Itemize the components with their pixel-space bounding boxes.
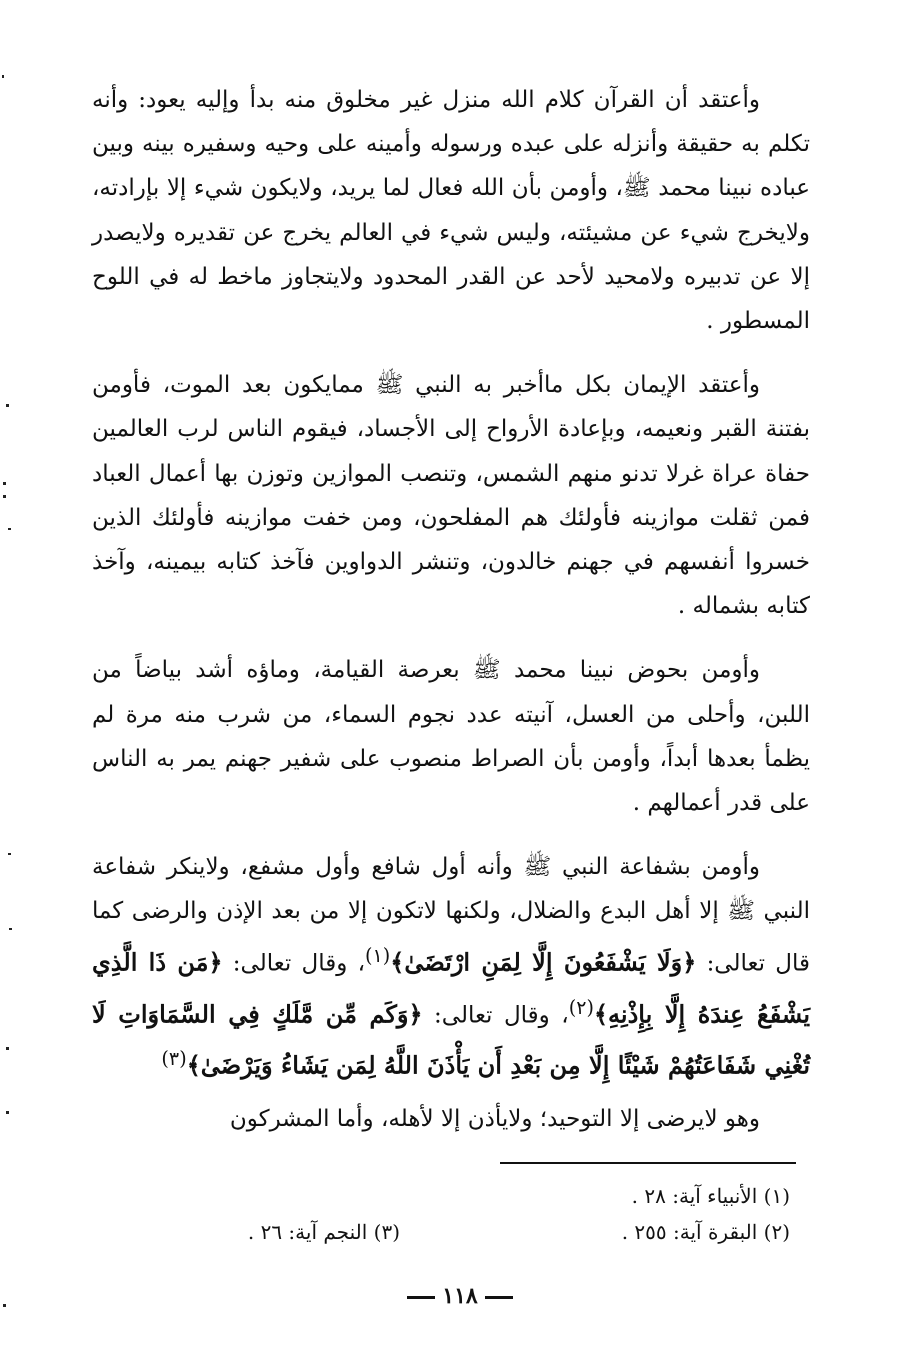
scan-speck	[8, 853, 11, 855]
footnote-row-1	[100, 1178, 790, 1214]
scan-speck	[9, 928, 12, 930]
footnote-ref-3: (٣)	[161, 1047, 187, 1071]
joiner-2: ، وقال تعالى:	[434, 1002, 569, 1029]
main-text	[92, 78, 810, 1141]
footnote-row-2	[100, 1214, 790, 1250]
footnote-spacer	[100, 1178, 400, 1214]
quran-verse-3: ﴿وَكَم مِّن مَّلَكٍ فِي السَّمَاوَاتِ لَا تُغْنِي شَفَاعَتُهُمْ شَيْئًا إِلَّا مِن بَعْدِ أَن يَأْذَنَ اللَّهُ لِمَن يَشَاءُ وَيَرْضَىٰ﴾	[92, 999, 810, 1081]
footnote-ref-2: (٢)	[568, 995, 594, 1019]
page-number-value: ١١٨	[442, 1283, 478, 1309]
page-number-dash-right	[407, 1296, 435, 1299]
scan-speck	[6, 404, 9, 407]
quran-verse-2: ﴿مَن ذَا الَّذِي يَشْفَعُ عِندَهُ إِلَّا بِإِذْنِهِ﴾	[92, 947, 811, 1029]
page-number-dash-left	[485, 1296, 513, 1299]
paragraph-creed-quran: وأعتقد أن القرآن كلام الله منزل غير مخلوق منه بدأ وإليه يعود: وأنه تكلم به حقيقة وأنزله على عبده ورسوله وأمينه على وحيه وسفيره بينه وبين عباده نبينا محمد ﷺ، وأومن بأن الله فعال لما يريد، ولايكون شيء إلا بإرادته، ولايخرج شيء عن مشيئته، وليس شيء في العالم يخرج عن تقديره ولايصدر إلا عن تدبيره ولامحيد لأحد عن القدر المحدود ولايتجاوز ماخط له في اللوح المسطور .	[92, 87, 810, 335]
scan-speck	[3, 1304, 6, 1307]
scan-speck	[8, 528, 11, 530]
scan-speck	[3, 482, 6, 485]
scan-speck	[6, 1047, 9, 1050]
footnote-separator	[500, 1162, 796, 1164]
paragraph-hawd: وأومن بحوض نبينا محمد ﷺ بعرصة القيامة، وماؤه أشد بياضاً من اللبن، وأحلى من العسل، آنيته عدد نجوم السماء، من شرب منه مرة لم يظمأ بعدها أبداً، وأومن بأن الصراط منصوب على شفير جهنم يمر به الناس على قدر أعمالهم .	[92, 657, 810, 817]
footnotes	[100, 1178, 790, 1250]
scan-speck	[6, 1111, 9, 1114]
footnote-ref-1: (١)	[365, 943, 391, 967]
paragraph-intercession-end: وهو لايرضى إلا التوحيد؛ ولايأذن إلا لأهله، وأما المشركون	[229, 1106, 760, 1133]
quran-verse-1: ﴿وَلَا يَشْفَعُونَ إِلَّا لِمَنِ ارْتَضَىٰ﴾	[390, 947, 697, 977]
paragraph-afterlife: وأعتقد الإيمان بكل ماأخبر به النبي ﷺ ممايكون بعد الموت، فأومن بفتنة القبر ونعيمه، وبإعادة الأرواح إلى الأجساد، فيقوم الناس لرب العالمين حفاة عراة غرلا تدنو منهم الشمس، وتنصب الموازين وتوزن بها أعمال العباد فمن ثقلت موازينه فأولئك هم المفلحون، ومن خفت موازينه فأولئك الذين خسروا أنفسهم في جهنم خالدون، وتنشر الدواوين فآخذ كتابه بيمينه، وآخذ كتابه بشماله .	[92, 372, 810, 620]
footnote-1: (١) الأنبياء آية: ٢٨ .	[631, 1184, 790, 1208]
paragraph-intercession	[92, 845, 810, 1089]
scan-speck	[2, 75, 4, 78]
footnote-2: (٢) البقرة آية: ٢٥٥ .	[621, 1220, 790, 1244]
page-number	[360, 1283, 560, 1309]
scan-speck	[3, 495, 6, 498]
joiner-1: ، وقال تعالى:	[232, 950, 365, 977]
footnote-3: (٣) النجم آية: ٢٦ .	[247, 1220, 400, 1244]
intercession-intro: وأومن بشفاعة النبي ﷺ وأنه أول شافع وأول مشفع، ولاينكر شفاعة النبي ﷺ إلا أهل البدع والضلال، ولكنها لاتكون إلا من بعد الإذن والرضى كما قال تعالى:	[92, 854, 810, 977]
